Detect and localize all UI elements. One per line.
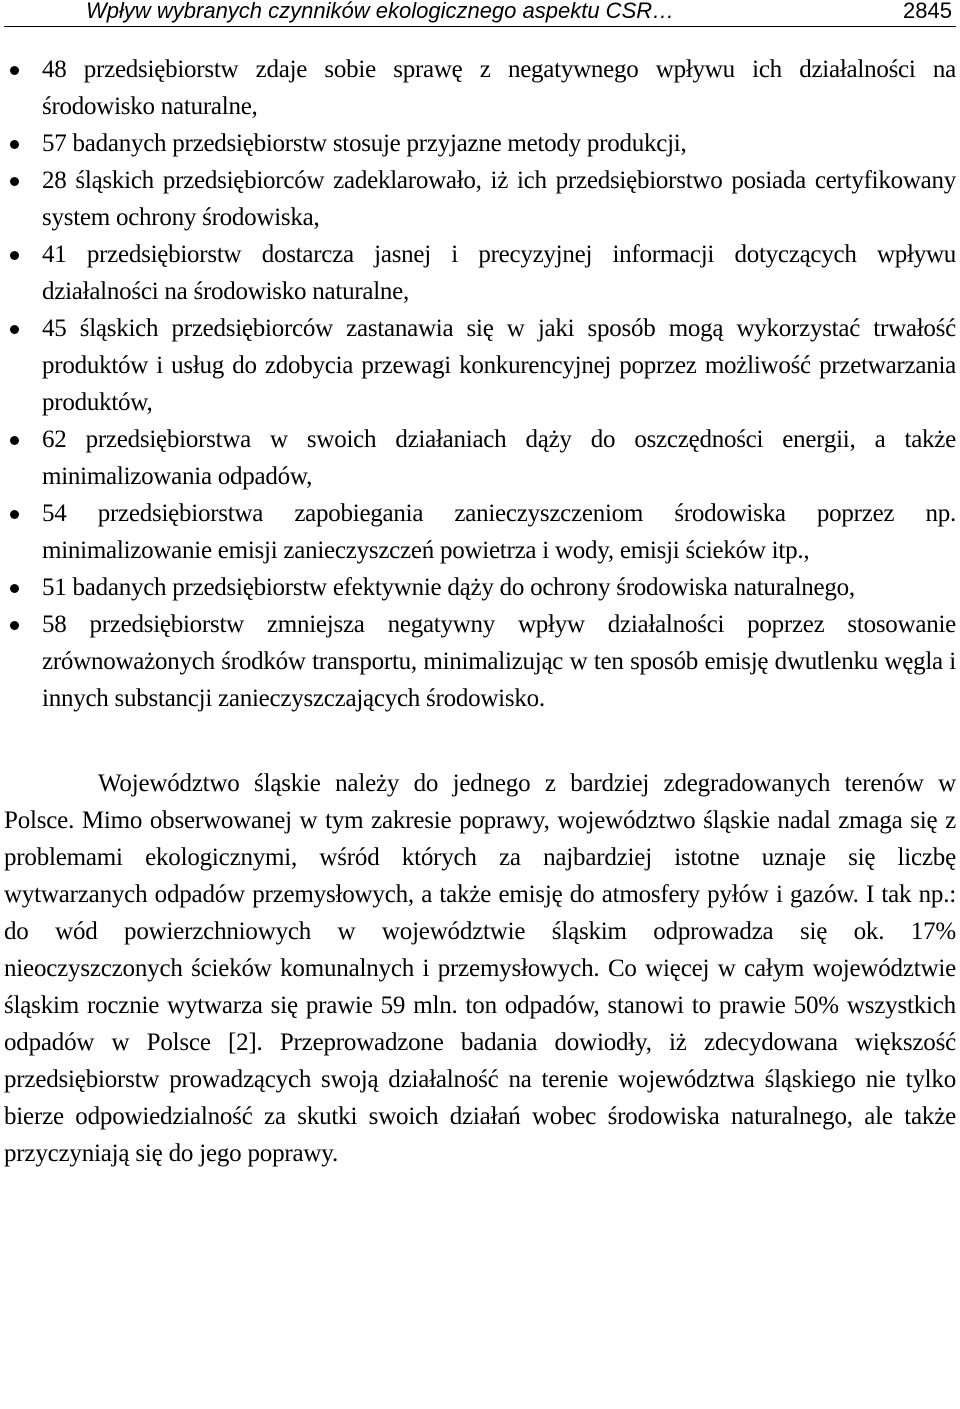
running-title: Wpływ wybranych czynników ekologicznego aspektu CSR… [86,0,675,23]
list-item [4,236,956,310]
bullet-icon [10,66,19,75]
list-item-text: 41 przedsiębiorstw dostarcza jasnej i precyzyjnej informacji dotyczących wpływu działalności na środowisko naturalne, [42,241,956,305]
list-item-text: 51 badanych przedsiębiorstw efektywnie dąży do ochrony środowiska naturalnego, [42,574,855,601]
list-item [4,569,956,606]
list-item [4,125,956,162]
list-item [4,310,956,421]
list-item-text: 54 przedsiębiorstwa zapobiegania zanieczyszczeniom środowiska poprzez np. minimalizowanie emisji zanieczyszczeń powietrza i wody, emisji ścieków itp., [42,500,956,564]
list-item [4,606,956,717]
list-item-text: 45 śląskich przedsiębiorców zastanawia się w jaki sposób mogą wykorzystać trwałość produktów i usług do zdobycia przewagi konkurencyjnej poprzez możliwość przetwarzania produktów, [42,315,956,416]
list-item [4,421,956,495]
list-item-text: 58 przedsiębiorstw zmniejsza negatywny wpływ działalności poprzez stosowanie zrównoważonych środków transportu, minimalizując w ten sposób emisję dwutlenku węgla i innych substancji zanieczyszczających środowisko. [42,611,956,712]
running-header [4,0,956,27]
bullet-icon [10,584,19,593]
list-item [4,162,956,236]
list-item-text: 57 badanych przedsiębiorstw stosuje przyjazne metody produkcji, [42,130,687,157]
list-item [4,495,956,569]
bullet-icon [10,325,19,334]
page-number: 2845 [903,0,952,23]
bullet-icon [10,621,19,630]
body-paragraph: Województwo śląskie należy do jednego z bardziej zdegradowanych terenów w Polsce. Mimo obserwowanej w tym zakresie poprawy, województwo śląskie nadal zmaga się z problemami ekologicznymi, wśród których za najbardziej istotne uznaje się liczbę wytwarzanych odpadów przemysłowych, a także emisję do atmosfery pyłów i gazów. I tak np.: do wód powierzchniowych w województwie śląskim odprowadza się ok. 17% nieoczyszczonych ścieków komunalnych i przemysłowych. Co więcej w całym województwie śląskim rocznie wytwarza się prawie 59 mln. ton odpadów, stanowi to prawie 50% wszystkich odpadów w Polsce [2]. Przeprowadzone badania dowiodły, iż zdecydowana większość przedsiębiorstw prowadzących swoją działalność na terenie województwa śląskiego nie tylko bierze odpowiedzialność za skutki swoich działań wobec środowiska naturalnego, ale także przyczyniają się do jego poprawy. [4,770,956,1167]
bullet-icon [10,436,19,445]
list-item-text: 62 przedsiębiorstwa w swoich działaniach dąży do oszczędności energii, a także minimalizowania odpadów, [42,426,956,490]
list-item-text: 48 przedsiębiorstw zdaje sobie sprawę z negatywnego wpływu ich działalności na środowisko naturalne, [42,56,956,120]
bullet-list [4,51,956,717]
bullet-icon [10,140,19,149]
bullet-icon [10,510,19,519]
bullet-icon [10,251,19,260]
bullet-icon [10,177,19,186]
list-item-text: 28 śląskich przedsiębiorców zadeklarowało, iż ich przedsiębiorstwo posiada certyfikowany system ochrony środowiska, [42,167,956,231]
list-item [4,51,956,125]
